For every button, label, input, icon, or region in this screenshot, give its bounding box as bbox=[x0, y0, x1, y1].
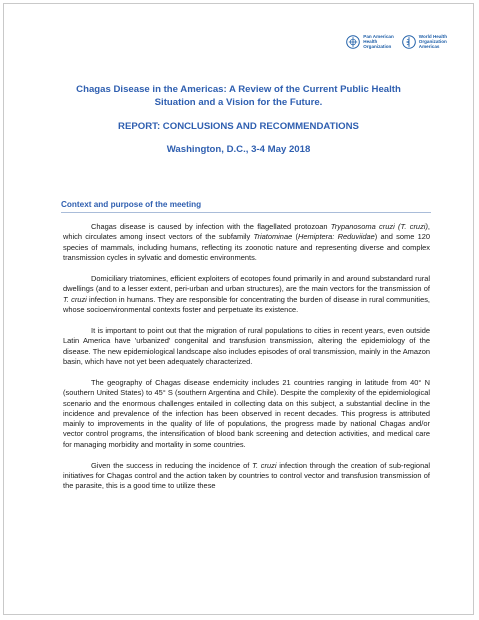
report-header bbox=[4, 83, 473, 155]
report-subtitle: REPORT: CONCLUSIONS AND RECOMMENDATIONS bbox=[118, 121, 359, 132]
body-paragraph bbox=[63, 461, 430, 492]
body-paragraph bbox=[63, 378, 430, 450]
paragraph-text: , which circulates among insect vectors of the subfamily bbox=[63, 222, 430, 242]
paragraph-text: Chagas disease is caused by infection with the flagellated protozoan bbox=[91, 222, 331, 231]
document-body bbox=[63, 222, 430, 503]
italic-term: T. cruzi bbox=[63, 294, 87, 304]
who-logo bbox=[402, 34, 447, 50]
paragraph-text: infection in humans. They are responsible for concentrating the burden of disease in rural communities, whose socioenvironmental contexts foster and perpetuate its existence. bbox=[63, 294, 430, 314]
logo-bar bbox=[346, 34, 447, 50]
body-paragraph bbox=[63, 326, 430, 367]
who-emblem-icon bbox=[402, 35, 416, 49]
paho-logo bbox=[346, 34, 393, 50]
who-logo-text: World Health Organization Americas bbox=[418, 34, 447, 50]
body-paragraph bbox=[63, 222, 430, 263]
document-page bbox=[3, 3, 474, 615]
paho-emblem-icon bbox=[346, 35, 360, 49]
report-title: Chagas Disease in the Americas: A Review of the Current Public Health Situation and a Vision for the Future. bbox=[76, 84, 401, 108]
body-paragraph bbox=[63, 274, 430, 315]
paragraph-text: Domiciliary triatomines, efficient exploiters of ecotopes found primarily in and around substandard rural dwellings (and to a lesser extent, peri-urban and urban structures), are the main vectors for the transmission of bbox=[63, 274, 430, 294]
paragraph-text: ) and some 120 species of mammals, including humans, reflecting its zoonotic nature and representing diverse and complex transmission cycles in sylvatic and domestic environments. bbox=[63, 232, 431, 262]
italic-term: Triatominae bbox=[253, 232, 293, 242]
italic-term: T. cruzi bbox=[252, 460, 277, 470]
report-dateline: Washington, D.C., 3-4 May 2018 bbox=[166, 144, 311, 155]
italic-term: Hemiptera: Reduviidae bbox=[297, 232, 375, 242]
paragraph-text: Given the success in reducing the incidence of bbox=[91, 460, 253, 470]
paragraph-text: It is important to point out that the migration of rural populations to cities in recent years, even outside Latin America have 'urbanized' congenital and transfusion transmission, altering the epidemiology of the disease. The new epidemiological landscape also includes episodes of oral transmission, mainly in the Amazon basin, which have not yet been adequately characterized. bbox=[63, 326, 430, 366]
paragraph-text: The geography of Chagas disease endemicity includes 21 countries ranging in latitude from 40° N (southern United States) to 45° S (southern Argentina and Chile). Despite the complexity of the epidemiological scenario and the enormous challenges entailed in collecting data on this subject, a substantial decline in the incidence and prevalence of the infection has been observed in recent decades. This progress is attributed mainly to improvements in the quality of life of populations, the progress made by national Chagas and/or vector control programs, the intensification of blood bank screening and detection activities, and medical care for managing morbidity and mortality in some countries. bbox=[63, 378, 430, 449]
section-heading: Context and purpose of the meeting bbox=[61, 200, 431, 213]
paho-logo-text: Pan American Health Organization bbox=[363, 34, 394, 50]
paragraph-text: infection through the creation of sub-regional initiatives for Chagas control and the action taken by countries to control vector and transfusion transmission of the parasite, this is a good time to utilize these bbox=[63, 460, 430, 491]
paragraph-text: ( bbox=[292, 232, 298, 242]
italic-term: Trypanosoma cruzi (T. cruzi) bbox=[330, 222, 428, 231]
